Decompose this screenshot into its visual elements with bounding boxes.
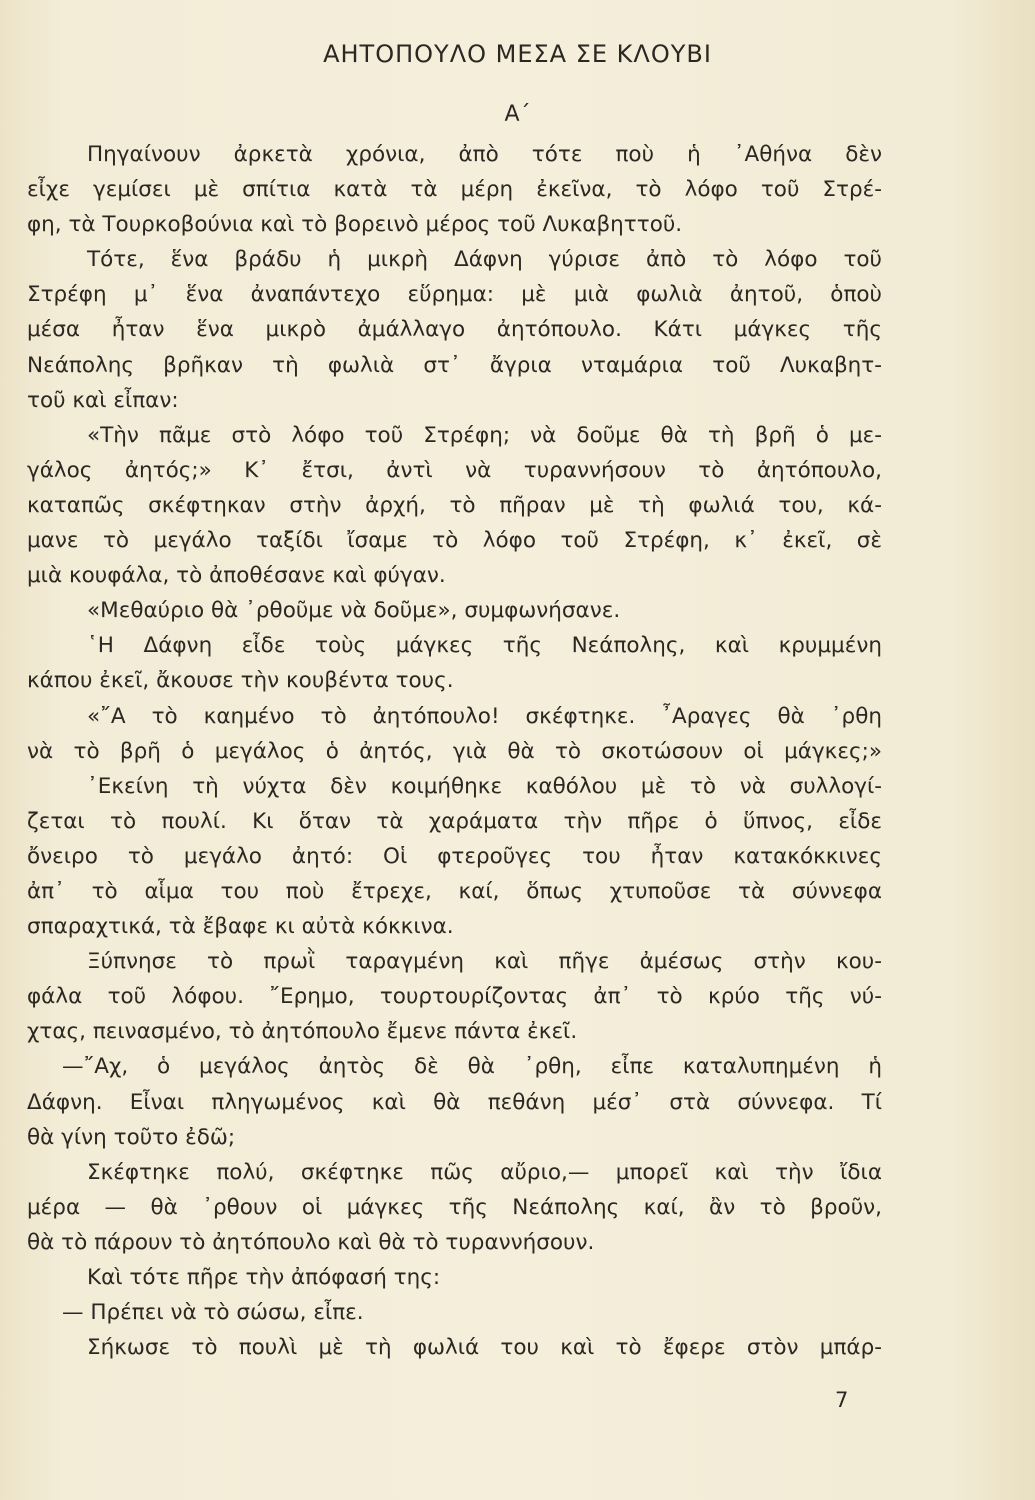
text-line: γάλος ἀητός;» Κ᾿ ἔτσι, ἀντὶ νὰ τυραννήσουν τὸ ἀητόπουλο, (27, 457, 882, 483)
text-line: — Πρέπει νὰ τὸ σώσω, εἶπε. (62, 1300, 364, 1326)
page-number: 7 (835, 1388, 849, 1412)
text-line: Σήκωσε τὸ πουλὶ μὲ τὴ φωλιά του καὶ τὸ ἔφερε στὸν μπάρ- (87, 1335, 882, 1361)
text-line: μέρα — θὰ ᾿ρθουν οἱ μάγκες τῆς Νεάπολης καί, ἂν τὸ βροῦν, (27, 1194, 882, 1220)
text-line: Σκέφτηκε πολύ, σκέφτηκε πῶς αὔριο,— μπορεῖ καὶ τὴν ἴδια (87, 1159, 882, 1185)
text-line: καταπῶς σκέφτηκαν στὴν ἀρχή, τὸ πῆραν μὲ τὴ φωλιά του, κά- (27, 492, 882, 518)
text-line: σπαραχτικά, τὰ ἔβαφε κι αὐτὰ κόκκινα. (27, 914, 454, 940)
text-line: θὰ γίνη τοῦτο ἐδῶ; (27, 1124, 236, 1150)
chapter-heading: Α΄ (504, 102, 531, 127)
text-line: θὰ τὸ πάρουν τὸ ἀητόπουλο καὶ θὰ τὸ τυραννήσουν. (27, 1229, 595, 1255)
text-line: χτας, πεινασμένο, τὸ ἀητόπουλο ἔμενε πάντα ἐκεῖ. (27, 1019, 578, 1045)
text-line: Νεάπολης βρῆκαν τὴ φωλιὰ στ᾿ ἄγρια νταμάρια τοῦ Λυκαβητ- (27, 352, 882, 378)
text-line: Καὶ τότε πῆρε τὴν ἀπόφασή της: (87, 1265, 441, 1290)
text-line: τοῦ καὶ εἶπαν: (27, 387, 179, 413)
text-line: νὰ τὸ βρῆ ὁ μεγάλος ὁ ἀητός, γιὰ θὰ τὸ σκοτώσουν οἱ μάγκες;» (27, 738, 882, 764)
text-line: —῎Αχ, ὁ μεγάλος ἀητὸς δὲ θὰ ᾿ρθη, εἶπε καταλυπημένη ἡ (62, 1054, 882, 1080)
text-line: μιὰ κουφάλα, τὸ ἀποθέσανε καὶ φύγαν. (27, 563, 446, 589)
text-line: Στρέφη μ᾿ ἕνα ἀναπάντεχο εὕρημα: μὲ μιὰ φωλιὰ ἀητοῦ, ὁποὺ (27, 282, 882, 308)
text-line: φάλα τοῦ λόφου. ῎Ερημο, τουρτουρίζοντας ἀπ᾿ τὸ κρύο τῆς νύ- (27, 984, 882, 1010)
text-line: Πηγαίνουν ἀρκετὰ χρόνια, ἀπὸ τότε ποὺ ἡ ᾿Αθήνα δὲν (87, 142, 882, 167)
text-line: κάπου ἐκεῖ, ἄκουσε τὴν κουβέντα τους. (27, 668, 454, 694)
text-line: ζεται τὸ πουλί. Κι ὅταν τὰ χαράματα τὴν πῆρε ὁ ὕπνος, εἶδε (27, 808, 882, 834)
body-text (27, 137, 882, 1365)
text-line: ῾Η Δάφνη εἶδε τοὺς μάγκες τῆς Νεάπολης, καὶ κρυμμένη (87, 633, 882, 659)
text-line: Δάφνη. Εἶναι πληγωμένος καὶ θὰ πεθάνη μέσ᾿ στὰ σύννεφα. Τί (27, 1089, 882, 1115)
text-line: «῎Α τὸ καημένο τὸ ἀητόπουλο! σκέφτηκε. ῏Αραγες θὰ ᾿ρθη (87, 703, 882, 729)
text-line: μέσα ἦταν ἕνα μικρὸ ἀμάλλαγο ἀητόπουλο. Κάτι μάγκες τῆς (27, 317, 882, 343)
text-line: Ξύπνησε τὸ πρωῒ ταραγμένη καὶ πῆγε ἀμέσως στὴν κου- (87, 949, 882, 975)
text-line: ᾿Εκείνη τὴ νύχτα δὲν κοιμήθηκε καθόλου μὲ τὸ νὰ συλλογί- (87, 773, 882, 799)
text-line: μανε τὸ μεγάλο ταξίδι ἴσαμε τὸ λόφο τοῦ Στρέφη, κ᾿ ἐκεῖ, σὲ (27, 528, 882, 554)
text-line: εἶχε γεμίσει μὲ σπίτια κατὰ τὰ μέρη ἐκεῖνα, τὸ λόφο τοῦ Στρέ- (27, 177, 882, 203)
text-line: «Τὴν πᾶμε στὸ λόφο τοῦ Στρέφη; νὰ δοῦμε θὰ τὴ βρῆ ὁ με- (87, 422, 882, 448)
page-title: ΑΗΤΟΠΟΥΛΟ ΜΕΣΑ ΣΕ ΚΛΟΥΒΙ (323, 40, 712, 68)
text-line: ἀπ᾿ τὸ αἷμα του ποὺ ἔτρεχε, καί, ὅπως χτυποῦσε τὰ σύννεφα (27, 878, 882, 904)
text-line: Τότε, ἕνα βράδυ ἡ μικρὴ Δάφνη γύρισε ἀπὸ τὸ λόφο τοῦ (87, 247, 882, 273)
text-line: ὄνειρο τὸ μεγάλο ἀητό: Οἱ φτεροῦγες του ἦταν κατακόκκινες (27, 843, 882, 869)
text-line: «Μεθαύριο θὰ ᾿ρθοῦμε νὰ δοῦμε», συμφωνήσανε. (87, 598, 621, 624)
text-line: φη, τὰ Τουρκοβούνια καὶ τὸ βορεινὸ μέρος τοῦ Λυκαβηττοῦ. (27, 212, 683, 238)
